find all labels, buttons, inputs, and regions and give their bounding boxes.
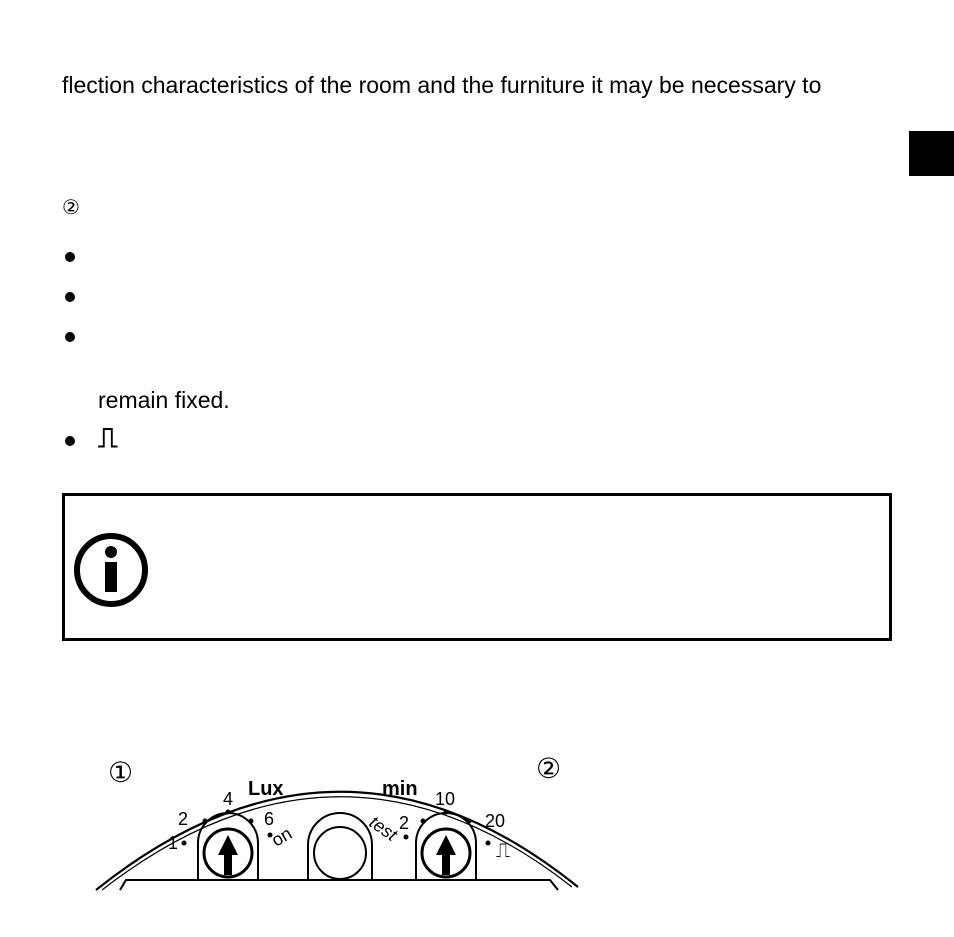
sensor-dial-diagram <box>90 735 585 900</box>
text-line-remain: remain fixed. <box>98 387 230 413</box>
lux-arrow-icon <box>218 835 238 875</box>
info-box <box>62 493 892 641</box>
lux-dial <box>168 778 295 880</box>
info-icon <box>73 532 149 608</box>
time-label-10: 10 <box>435 789 456 809</box>
time-label-2: 2 <box>399 813 410 833</box>
lux-label-4: 4 <box>223 789 234 809</box>
diagram-marker-1: ① <box>108 757 134 788</box>
time-arrow-icon <box>436 835 456 875</box>
bullet-1 <box>65 252 75 262</box>
bullet-2 <box>65 292 75 302</box>
lux-label-6: 6 <box>264 809 275 829</box>
chapter-tab-marker <box>909 131 954 176</box>
diagram-marker-2: ② <box>536 753 562 784</box>
lux-label-on: on <box>268 823 296 851</box>
pulse-symbol: ⎍ <box>98 422 118 453</box>
bullet-4 <box>65 436 75 446</box>
time-label-20: 20 <box>485 811 506 831</box>
sensor-lens <box>308 813 372 880</box>
lux-title: Lux <box>248 778 284 800</box>
text-line-top: flection characteristics of the room and the furniture it may be necessary to <box>62 72 822 98</box>
time-dial <box>366 778 510 880</box>
housing-base <box>120 880 558 890</box>
time-title: min <box>382 778 418 800</box>
bullet-3 <box>65 332 75 342</box>
lux-label-1: 1 <box>168 833 179 853</box>
time-label-test: test <box>365 811 401 845</box>
lux-label-2: 2 <box>178 809 189 829</box>
time-pulse-symbol: ⎍ <box>496 840 510 862</box>
section-marker: ② <box>62 197 80 219</box>
